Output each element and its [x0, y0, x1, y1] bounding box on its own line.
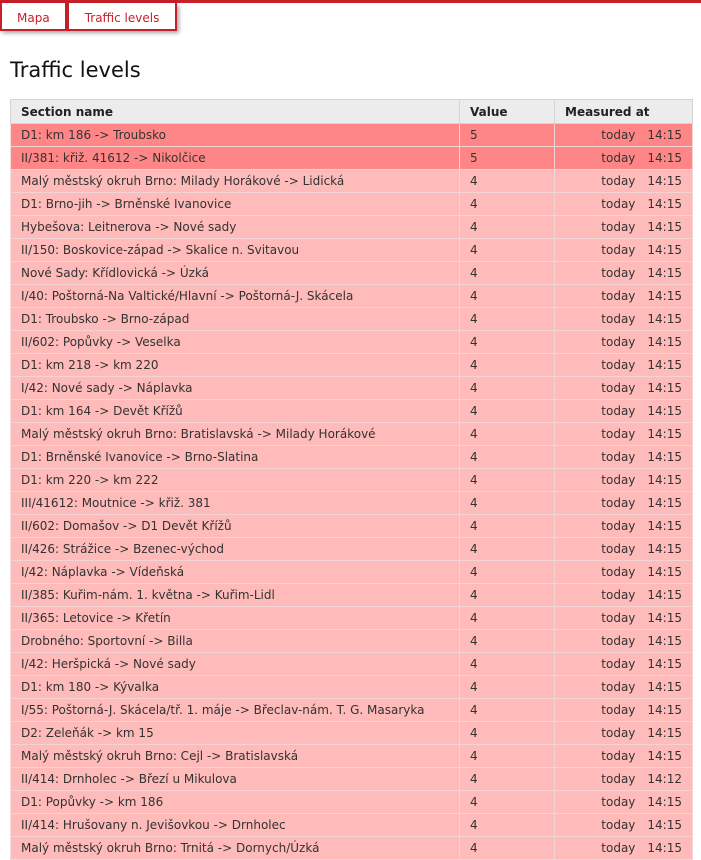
- table-row[interactable]: [11, 331, 693, 354]
- section-name: III/41612: Moutnice -> křiž. 381: [11, 492, 460, 515]
- table-row[interactable]: [11, 124, 693, 147]
- measured-at: [555, 837, 693, 860]
- traffic-value: 4: [460, 423, 555, 446]
- measured-at: [555, 377, 693, 400]
- section-name: II/385: Kuřim-nám. 1. května -> Kuřim-Lidl: [11, 584, 460, 607]
- measured-at: [555, 584, 693, 607]
- measured-at: [555, 423, 693, 446]
- measured-day: today: [601, 703, 636, 717]
- measured-at: [555, 331, 693, 354]
- table-row[interactable]: [11, 262, 693, 285]
- measured-day: today: [601, 358, 636, 372]
- measured-day: today: [601, 726, 636, 740]
- measured-day: today: [601, 266, 636, 280]
- table-row[interactable]: [11, 814, 693, 837]
- table-row[interactable]: [11, 699, 693, 722]
- measured-day: today: [601, 289, 636, 303]
- traffic-value: 4: [460, 193, 555, 216]
- measured-time: 14:15: [647, 841, 682, 855]
- section-name: Drobného: Sportovní -> Billa: [11, 630, 460, 653]
- traffic-value: 5: [460, 124, 555, 147]
- measured-day: today: [601, 128, 636, 142]
- measured-at: [555, 561, 693, 584]
- measured-time: 14:15: [647, 680, 682, 694]
- measured-time: 14:15: [647, 634, 682, 648]
- table-row[interactable]: [11, 515, 693, 538]
- table-row[interactable]: [11, 147, 693, 170]
- table-row[interactable]: [11, 791, 693, 814]
- measured-time: 14:15: [647, 289, 682, 303]
- measured-at: [555, 768, 693, 791]
- measured-at: [555, 630, 693, 653]
- measured-day: today: [601, 450, 636, 464]
- section-name: D1: km 180 -> Kývalka: [11, 676, 460, 699]
- section-name: Malý městský okruh Brno: Cejl -> Bratislavská: [11, 745, 460, 768]
- table-row[interactable]: [11, 377, 693, 400]
- measured-day: today: [601, 243, 636, 257]
- section-name: Nové Sady: Křídlovická -> Úzká: [11, 262, 460, 285]
- section-name: II/150: Boskovice-západ -> Skalice n. Svitavou: [11, 239, 460, 262]
- section-name: I/42: Nové sady -> Náplavka: [11, 377, 460, 400]
- measured-day: today: [601, 818, 636, 832]
- table-row[interactable]: [11, 239, 693, 262]
- table-row[interactable]: [11, 676, 693, 699]
- measured-day: today: [601, 220, 636, 234]
- measured-at: [555, 193, 693, 216]
- traffic-value: 4: [460, 653, 555, 676]
- traffic-value: 4: [460, 446, 555, 469]
- table-row[interactable]: [11, 607, 693, 630]
- header-value[interactable]: Value: [460, 100, 555, 124]
- section-name: II/602: Popůvky -> Veselka: [11, 331, 460, 354]
- header-measured-at[interactable]: Measured at: [555, 100, 693, 124]
- section-name: Malý městský okruh Brno: Trnitá -> Dornych/Úzká: [11, 837, 460, 860]
- section-name: D1: Brněnské Ivanovice -> Brno-Slatina: [11, 446, 460, 469]
- traffic-value: 4: [460, 308, 555, 331]
- section-name: D1: km 218 -> km 220: [11, 354, 460, 377]
- measured-time: 14:15: [647, 381, 682, 395]
- measured-at: [555, 446, 693, 469]
- measured-day: today: [601, 657, 636, 671]
- measured-at: [555, 216, 693, 239]
- traffic-value: 4: [460, 331, 555, 354]
- measured-at: [555, 676, 693, 699]
- traffic-value: 4: [460, 837, 555, 860]
- traffic-value: 4: [460, 814, 555, 837]
- measured-day: today: [601, 519, 636, 533]
- measured-at: [555, 745, 693, 768]
- measured-at: [555, 699, 693, 722]
- traffic-value: 4: [460, 216, 555, 239]
- measured-time: 14:15: [647, 335, 682, 349]
- measured-day: today: [601, 542, 636, 556]
- section-name: I/42: Heršpická -> Nové sady: [11, 653, 460, 676]
- measured-at: [555, 469, 693, 492]
- measured-time: 14:15: [647, 818, 682, 832]
- measured-day: today: [601, 634, 636, 648]
- table-row[interactable]: [11, 469, 693, 492]
- traffic-value: 4: [460, 469, 555, 492]
- traffic-value: 4: [460, 630, 555, 653]
- traffic-value: 4: [460, 745, 555, 768]
- measured-day: today: [601, 496, 636, 510]
- section-name: D1: Popůvky -> km 186: [11, 791, 460, 814]
- traffic-value: 4: [460, 538, 555, 561]
- measured-time: 14:15: [647, 473, 682, 487]
- measured-time: 14:15: [647, 726, 682, 740]
- traffic-value: 4: [460, 768, 555, 791]
- measured-day: today: [601, 381, 636, 395]
- table-row[interactable]: [11, 400, 693, 423]
- measured-day: today: [601, 151, 636, 165]
- measured-day: today: [601, 197, 636, 211]
- section-name: D2: Zeleňák -> km 15: [11, 722, 460, 745]
- section-name: I/55: Poštorná-J. Skácela/tř. 1. máje -> Břeclav-nám. T. G. Masaryka: [11, 699, 460, 722]
- table-row[interactable]: [11, 745, 693, 768]
- measured-time: 14:15: [647, 542, 682, 556]
- measured-time: 14:15: [647, 565, 682, 579]
- traffic-value: 4: [460, 676, 555, 699]
- header-section-name[interactable]: Section name: [11, 100, 460, 124]
- traffic-value: 4: [460, 561, 555, 584]
- traffic-value: 4: [460, 354, 555, 377]
- measured-at: [555, 400, 693, 423]
- measured-at: [555, 354, 693, 377]
- measured-time: 14:12: [647, 772, 682, 786]
- measured-at: [555, 262, 693, 285]
- section-name: D1: km 186 -> Troubsko: [11, 124, 460, 147]
- table-row[interactable]: [11, 768, 693, 791]
- measured-time: 14:15: [647, 795, 682, 809]
- measured-at: [555, 308, 693, 331]
- table-row[interactable]: [11, 354, 693, 377]
- table-row[interactable]: [11, 170, 693, 193]
- measured-time: 14:15: [647, 749, 682, 763]
- measured-day: today: [601, 427, 636, 441]
- table-row[interactable]: [11, 216, 693, 239]
- table-row[interactable]: [11, 584, 693, 607]
- measured-time: 14:15: [647, 703, 682, 717]
- measured-time: 14:15: [647, 611, 682, 625]
- measured-time: 14:15: [647, 151, 682, 165]
- section-name: II/602: Domašov -> D1 Devět Křížů: [11, 515, 460, 538]
- measured-day: today: [601, 565, 636, 579]
- measured-time: 14:15: [647, 450, 682, 464]
- measured-time: 14:15: [647, 404, 682, 418]
- measured-day: today: [601, 588, 636, 602]
- traffic-value: 5: [460, 147, 555, 170]
- traffic-value: 4: [460, 239, 555, 262]
- table-header-row: [11, 100, 693, 124]
- measured-time: 14:15: [647, 657, 682, 671]
- measured-at: [555, 124, 693, 147]
- section-name: Hybešova: Leitnerova -> Nové sady: [11, 216, 460, 239]
- measured-time: 14:15: [647, 427, 682, 441]
- measured-day: today: [601, 404, 636, 418]
- traffic-value: 4: [460, 722, 555, 745]
- section-name: Malý městský okruh Brno: Milady Horákové -> Lidická: [11, 170, 460, 193]
- section-name: D1: km 220 -> km 222: [11, 469, 460, 492]
- section-name: D1: Troubsko -> Brno-západ: [11, 308, 460, 331]
- tab-mapa[interactable]: Mapa: [0, 3, 67, 31]
- section-name: II/365: Letovice -> Křetín: [11, 607, 460, 630]
- measured-day: today: [601, 749, 636, 763]
- measured-day: today: [601, 335, 636, 349]
- table-row[interactable]: [11, 446, 693, 469]
- traffic-value: 4: [460, 607, 555, 630]
- traffic-value: 4: [460, 492, 555, 515]
- table-row[interactable]: [11, 492, 693, 515]
- traffic-value: 4: [460, 170, 555, 193]
- section-name: II/414: Hrušovany n. Jevišovkou -> Drnholec: [11, 814, 460, 837]
- table-row[interactable]: [11, 561, 693, 584]
- page-title: Traffic levels: [10, 58, 141, 82]
- traffic-value: 4: [460, 377, 555, 400]
- section-name: D1: km 164 -> Devět Křížů: [11, 400, 460, 423]
- table-row[interactable]: [11, 837, 693, 860]
- table-row[interactable]: [11, 630, 693, 653]
- measured-at: [555, 515, 693, 538]
- measured-day: today: [601, 473, 636, 487]
- traffic-value: 4: [460, 699, 555, 722]
- table-row[interactable]: [11, 193, 693, 216]
- table-row[interactable]: [11, 722, 693, 745]
- measured-time: 14:15: [647, 243, 682, 257]
- section-name: II/381: křiž. 41612 -> Nikolčice: [11, 147, 460, 170]
- traffic-value: 4: [460, 400, 555, 423]
- table-row[interactable]: [11, 653, 693, 676]
- traffic-levels-table: [10, 99, 693, 860]
- measured-time: 14:15: [647, 266, 682, 280]
- section-name: Malý městský okruh Brno: Bratislavská -> Milady Horákové: [11, 423, 460, 446]
- measured-at: [555, 147, 693, 170]
- measured-at: [555, 239, 693, 262]
- table-body: [11, 124, 693, 860]
- measured-at: [555, 791, 693, 814]
- measured-day: today: [601, 841, 636, 855]
- measured-time: 14:15: [647, 519, 682, 533]
- measured-at: [555, 170, 693, 193]
- nav-tabs: [0, 3, 177, 31]
- measured-time: 14:15: [647, 312, 682, 326]
- measured-day: today: [601, 795, 636, 809]
- traffic-value: 4: [460, 584, 555, 607]
- measured-time: 14:15: [647, 174, 682, 188]
- measured-day: today: [601, 680, 636, 694]
- traffic-value: 4: [460, 262, 555, 285]
- measured-at: [555, 607, 693, 630]
- measured-day: today: [601, 174, 636, 188]
- measured-at: [555, 538, 693, 561]
- traffic-value: 4: [460, 285, 555, 308]
- measured-time: 14:15: [647, 496, 682, 510]
- measured-time: 14:15: [647, 358, 682, 372]
- measured-at: [555, 285, 693, 308]
- measured-at: [555, 653, 693, 676]
- measured-time: 14:15: [647, 128, 682, 142]
- section-name: I/42: Náplavka -> Vídeňská: [11, 561, 460, 584]
- measured-time: 14:15: [647, 588, 682, 602]
- section-name: D1: Brno-jih -> Brněnské Ivanovice: [11, 193, 460, 216]
- measured-day: today: [601, 772, 636, 786]
- tab-traffic-levels[interactable]: Traffic levels: [67, 3, 178, 31]
- section-name: II/414: Drnholec -> Březí u Mikulova: [11, 768, 460, 791]
- traffic-value: 4: [460, 515, 555, 538]
- table-row[interactable]: [11, 538, 693, 561]
- traffic-value: 4: [460, 791, 555, 814]
- measured-time: 14:15: [647, 197, 682, 211]
- measured-day: today: [601, 611, 636, 625]
- section-name: II/426: Strážice -> Bzenec-východ: [11, 538, 460, 561]
- measured-time: 14:15: [647, 220, 682, 234]
- table-row[interactable]: [11, 308, 693, 331]
- section-name: I/40: Poštorná-Na Valtické/Hlavní -> Poštorná-J. Skácela: [11, 285, 460, 308]
- table-row[interactable]: [11, 423, 693, 446]
- measured-at: [555, 492, 693, 515]
- measured-at: [555, 814, 693, 837]
- measured-at: [555, 722, 693, 745]
- measured-day: today: [601, 312, 636, 326]
- table-row[interactable]: [11, 285, 693, 308]
